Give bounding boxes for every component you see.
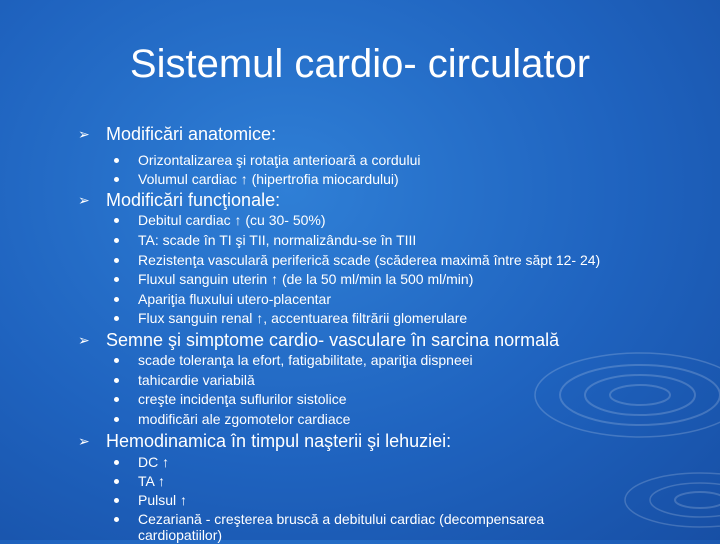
dot-icon (114, 158, 119, 163)
dot-icon (114, 358, 119, 363)
dot-icon (114, 397, 119, 402)
dot-icon (114, 297, 119, 302)
dot-icon (114, 258, 119, 263)
arrowhead-icon: ➢ (78, 433, 90, 449)
dot-icon (114, 460, 119, 465)
dot-icon (114, 218, 119, 223)
dot-icon (114, 378, 119, 383)
arrowhead-icon: ➢ (78, 332, 90, 348)
dot-icon (114, 498, 119, 503)
dot-icon (114, 238, 119, 243)
arrowhead-icon: ➢ (78, 126, 90, 142)
arrowhead-icon: ➢ (78, 192, 90, 208)
dot-icon (114, 479, 119, 484)
dot-icon (114, 517, 119, 522)
dot-icon (114, 316, 119, 321)
dot-icon (114, 277, 119, 282)
slide-title: Sistemul cardio- circulator (129, 42, 591, 86)
dot-icon (114, 177, 119, 182)
dot-icon (114, 417, 119, 422)
